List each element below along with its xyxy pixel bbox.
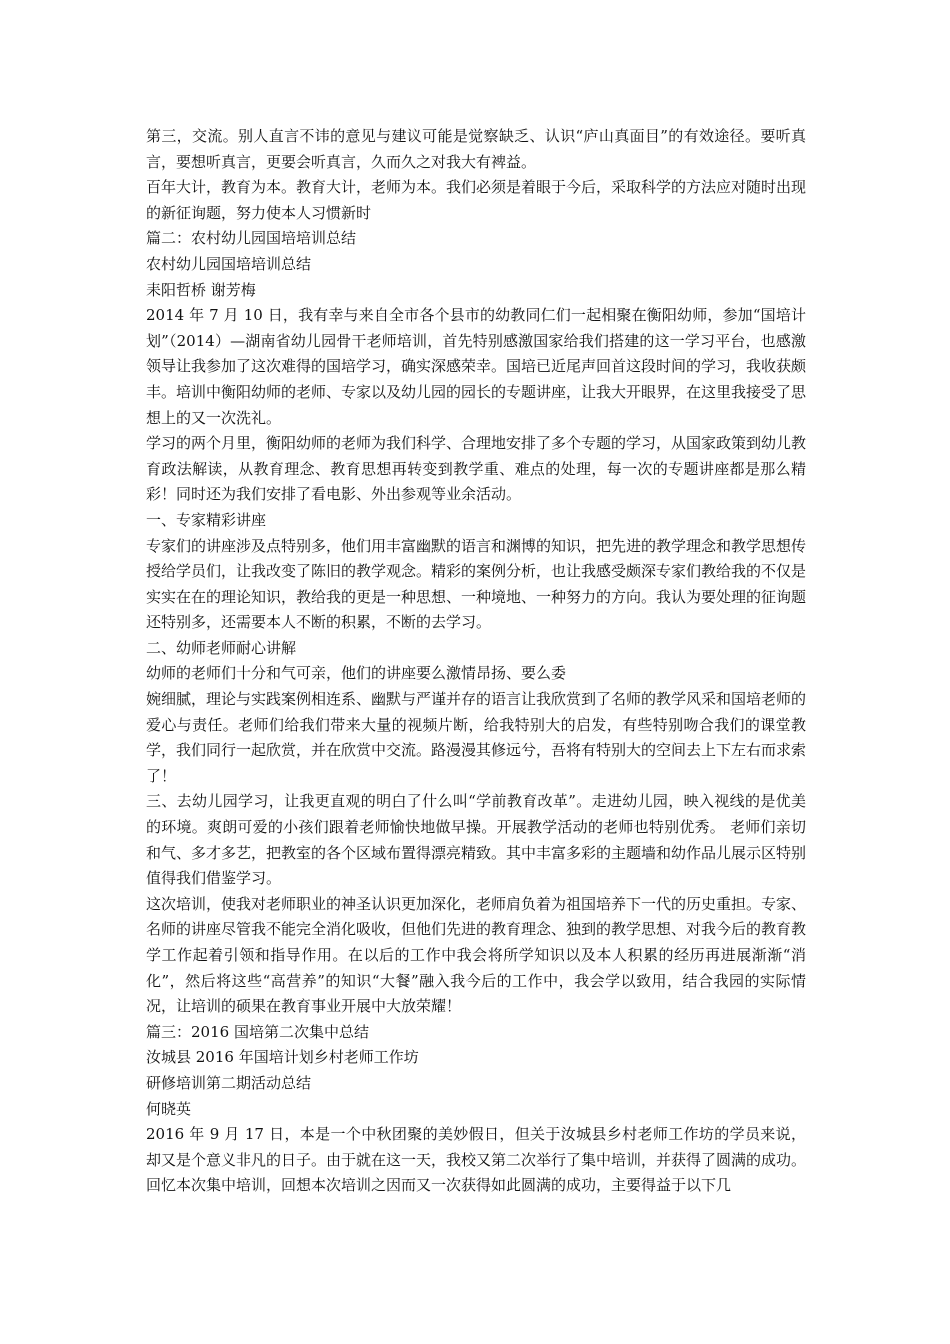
paragraph-exchange: 第三，交流。别人直言不讳的意见与建议可能是觉察缺乏、认识“庐山真面目”的有效途径。要听真言，要想听真言，更要会听真言，久而久之对我大有裨益。 <box>146 127 806 171</box>
heading-part-three: 篇三：2016 国培第二次集中总结 <box>146 1022 369 1041</box>
subheading-title: 农村幼儿园国培培训总结 <box>146 254 312 273</box>
subheading-summary: 研修培训第二期活动总结 <box>146 1073 312 1092</box>
author-line: 耒阳哲桥 谢芳梅 <box>146 280 256 299</box>
paragraph-kindergarten-visit: 三、去幼儿园学习，让我更直观的明白了什么叫“学前教育改革”。走进幼儿园，映入视线的是优美的环境。爽朗可爱的小孩们跟着老师愉快地做早操。开展教学活动的老师也特别优秀。 老师们亲切和气、多才多艺，把教室的各个区域布置得漂亮精致。其中丰富多彩的主题墙和幼作品儿展示区特别值得我们借鉴学习。 <box>146 792 807 888</box>
paragraph-teachers-cont: 婉细腻，理论与实践案例相连系、幽默与严谨并存的语言让我欣赏到了名师的教学风采和国培老师的爱心与责任。老师们给我们带来大量的视频片断，给我特别大的启发，有些特别吻合我们的课堂教学，我们同行一起欣赏，并在欣赏中交流。路漫漫其修远兮，吾将有特别大的空间去上下左右而求索了！ <box>146 690 807 785</box>
paragraph-education-plan: 百年大计，教育为本。教育大计，老师为本。我们必须是着眼于今后，采取科学的方法应对随时出现的新征询题，努力使本人习惯新时 <box>146 178 807 222</box>
author-line-2: 何晓英 <box>146 1099 192 1118</box>
paragraph-experts: 专家们的讲座涉及点特别多，他们用丰富幽默的语言和渊博的知识，把先进的教学理念和教学思想传授给学员们，让我改变了陈旧的教学观念。精彩的案例分析，也让我感受颇深专家们教给我的不仅是实实在在的理论知识，教给我的更是一种思想、一种境地、一种努力的方向。我认为要处理的征询题还特别多，还需要本人不断的积累，不断的去学习。 <box>146 536 807 632</box>
paragraph-two-months: 学习的两个月里，衡阳幼师的老师为我们科学、合理地安排了多个专题的学习，从国家政策到幼儿教育政法解读，从教育理念、教育思想再转变到教学重、难点的处理，每一次的专题讲座都是那么精彩！同时还为我们安排了看电影、外出参观等业余活动。 <box>146 434 807 504</box>
paragraph-intro: 2014 年 7 月 10 日，我有幸与来自全市各个县市的幼教同仁们一起相聚在衡阳幼师，参加“国培计划”（2014）—湖南省幼儿园骨干老师培训，首先特别感激国家给我们搭建的这一学习平台，也感激领导让我参加了这次难得的国培学习，确实深感荣幸。国培已近尾声回首这段时间的学习，我收获颇丰。培训中衡阳幼师的老师、专家以及幼儿园的园长的专题讲座，让我大开眼界，在这里我接受了思想上的又一次洗礼。 <box>146 306 807 427</box>
document-page <box>146 124 806 1199</box>
subheading-rucheng: 汝城县 2016 年国培计划乡村老师工作坊 <box>146 1048 419 1067</box>
paragraph-sept-17: 2016 年 9 月 17 日，本是一个中秋团聚的美妙假日，但关于汝城县乡村老师工作坊的学员来说，却又是个意义非凡的日子。由于就在这一天，我校又第二次举行了集中培训，并获得了圆满的成功。 <box>146 1125 807 1169</box>
paragraph-teachers-start: 幼师的老师们十分和气可亲，他们的讲座要么激情昂扬、要么委 <box>146 664 567 683</box>
paragraph-review: 回忆本次集中培训，回想本次培训之因而又一次获得如此圆满的成功，主要得益于以下几 <box>146 1176 732 1195</box>
paragraph-conclusion: 这次培训，使我对老师职业的神圣认识更加深化，老师肩负着为祖国培养下一代的历史重担。专家、名师的讲座尽管我不能完全消化吸收，但他们先进的教育理念、独到的教学思想、对我今后的教育教学工作起着引领和指导作用。在以后的工作中我会将所学知识以及本人积累的经历再进展渐渐“消化”，然后将这些“高营养”的知识“大餐”融入我今后的工作中，我会学以致用，结合我园的实际情况，让培训的硕果在教育事业开展中大放荣耀！ <box>146 894 807 1016</box>
section-heading-1: 一、专家精彩讲座 <box>146 510 267 529</box>
heading-part-two: 篇二：农村幼儿园国培培训总结 <box>146 229 357 248</box>
section-heading-2: 二、幼师老师耐心讲解 <box>146 638 297 657</box>
